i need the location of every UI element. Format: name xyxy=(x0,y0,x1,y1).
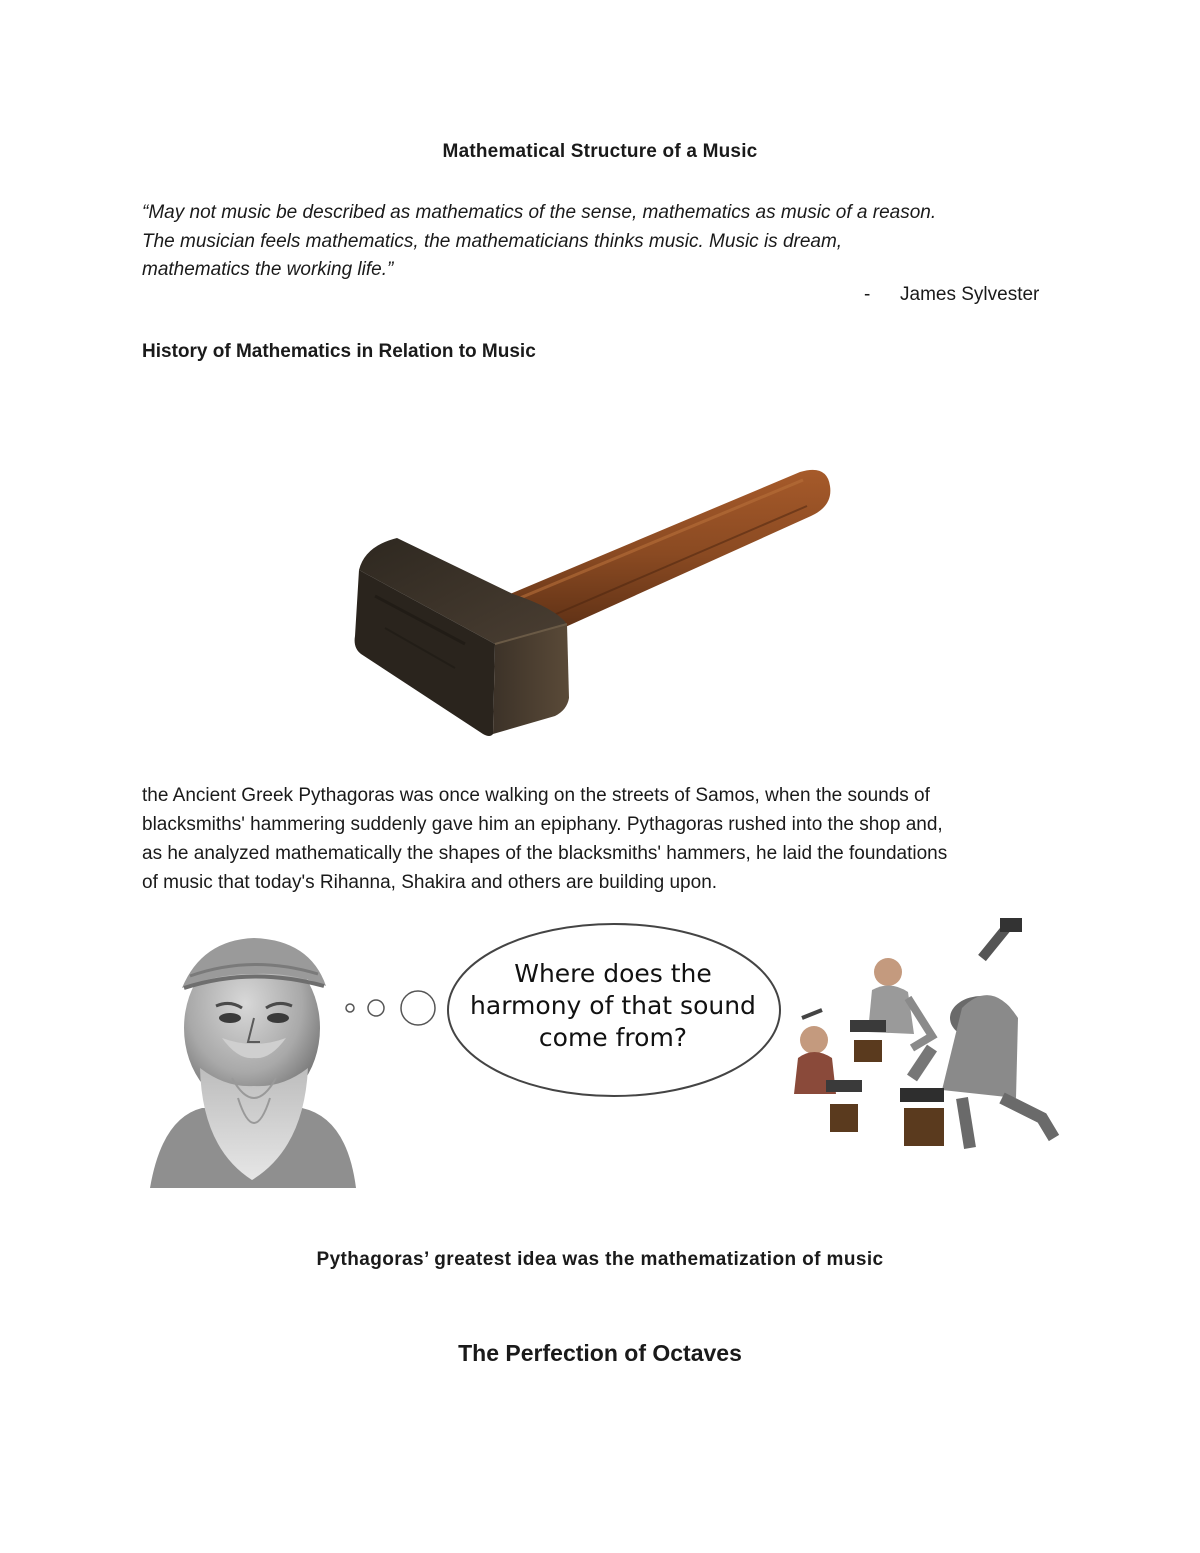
bubble-line: come from? xyxy=(538,1023,688,1052)
document-title: Mathematical Structure of a Music xyxy=(442,141,758,162)
thought-dots xyxy=(346,991,435,1025)
history-paragraph xyxy=(142,781,1072,897)
blacksmiths-image xyxy=(794,918,1054,1148)
quote-line: The musician feels mathematics, the mathematicians thinks music. Music is dream, xyxy=(142,230,843,252)
attribution-name: James Sylvester xyxy=(900,284,1040,305)
quote-attribution xyxy=(864,284,1039,306)
octaves-heading: The Perfection of Octaves xyxy=(458,1340,742,1366)
idea-heading: Pythagoras’ greatest idea was the mathematization of music xyxy=(316,1249,884,1270)
hammer-image xyxy=(345,398,855,768)
bubble-line: harmony of that sound xyxy=(470,991,756,1020)
paragraph-line: of music that today's Rihanna, Shakira and others are building upon. xyxy=(142,872,718,893)
bubble-line: Where does the xyxy=(514,959,712,988)
epigraph-quote xyxy=(142,199,1072,285)
quote-line: mathematics the working life.” xyxy=(142,259,394,280)
paragraph-line: as he analyzed mathematically the shapes of the blacksmiths' hammers, he laid the foundations xyxy=(142,843,948,864)
paragraph-line: the Ancient Greek Pythagoras was once walking on the streets of Samos, when the sounds of xyxy=(142,785,930,806)
section-heading: History of Mathematics in Relation to Music xyxy=(142,341,536,362)
paragraph-line: blacksmiths' hammering suddenly gave him an epiphany. Pythagoras rushed into the shop and, xyxy=(142,814,943,835)
quote-line: “May not music be described as mathematics of the sense, mathematics as music of a reason. xyxy=(142,202,937,223)
attribution-dash: - xyxy=(864,284,871,305)
pythagoras-bust xyxy=(150,938,356,1188)
thought-bubble-text xyxy=(452,958,774,1054)
